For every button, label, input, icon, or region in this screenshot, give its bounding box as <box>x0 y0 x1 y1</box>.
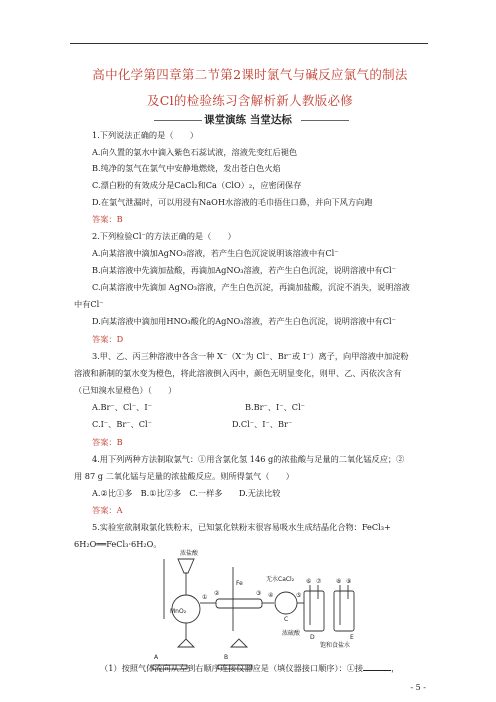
label-conc-h2so4: 浓硫酸 <box>282 630 301 637</box>
port-4: ④ <box>268 592 274 599</box>
port-6: ⑥ <box>306 578 312 585</box>
q4-answer: 答案：A <box>92 505 123 515</box>
q1-answer: 答案：B <box>92 214 123 224</box>
port-5: ⑤ <box>296 592 302 599</box>
document-title-line1: 高中化学第四章第二节第2课时氯气与碱反应氯气的制法 <box>92 67 408 82</box>
port-9: ⑨ <box>346 578 352 585</box>
q4-options: A.②比①多 B.①比②多 C.一样多 D.无法比较 <box>92 488 281 498</box>
label-b: B <box>224 654 229 661</box>
q5-sub1-blank <box>363 662 391 671</box>
bottle-e <box>334 591 354 631</box>
port-7: ⑦ <box>316 578 322 585</box>
q3-option-a: A.Br⁻、Cl⁻、I⁻ <box>92 402 152 412</box>
q2-option-c: C.向某溶液中先滴加 AgNO₃溶液，产生白色沉淀，再滴加盐酸，沉淀不消失，说明溶液 <box>92 282 410 292</box>
label-hcl: 浓盐酸 <box>180 550 199 557</box>
apparatus-figure <box>148 547 362 677</box>
q5-sub1-end: ， <box>391 663 400 673</box>
q3-option-c: C.I⁻、Br⁻、Cl⁻ <box>92 419 152 429</box>
q3-stem-cont: 溶液和新制的氯水变为橙色，将此溶液倒入丙中，颜色无明显变化，则甲、乙、丙依次含有 <box>74 368 402 378</box>
section-header <box>0 113 496 127</box>
q5-stem-cont: 6H₂O══FeCl₃·6H₂O。 <box>74 539 162 549</box>
port-3: ③ <box>256 590 262 597</box>
section-rule-right <box>301 120 349 121</box>
q3-option-d: D.Cl⁻、I⁻、Br⁻ <box>232 419 293 429</box>
q1-option-a: A.向久置的氯水中滴入紫色石蕊试液，溶液先变红后褪色 <box>92 147 298 157</box>
bottle-d <box>304 591 324 631</box>
burner-a <box>178 639 194 647</box>
q2-answer: 答案：D <box>92 334 124 344</box>
section-label: 课堂演练 当堂达标 <box>204 114 292 126</box>
q2-option-b: B.向某溶液中先滴加盐酸，再滴加AgNO₃溶液，若产生白色沉淀，说明溶液中有Cl⁻ <box>92 265 396 275</box>
burner-b <box>231 639 247 647</box>
q4-stem: 4.用下列两种方法制取氯气：①用含氯化氢 146 g的浓盐酸与足量的二氧化锰反应；② <box>92 454 405 464</box>
label-c: C <box>284 616 289 623</box>
q1-stem: 1.下列说法正确的是（ ） <box>92 130 199 140</box>
document-title-line2: 及Cl的检验练习含解析新人教版必修 <box>146 93 354 108</box>
label-d: D <box>310 634 315 641</box>
q3-option-b: B.Br⁻、I⁻、Cl⁻ <box>245 402 306 412</box>
q5-stem: 5.实验室欲制取氯化铁粉末，已知氯化铁粉末很容易吸水生成结晶化合物：FeCl₃+ <box>92 522 391 532</box>
drying-tube-c <box>275 592 297 614</box>
q2-option-d: D.向某溶液中滴加用HNO₃酸化的AgNO₃溶液，若产生白色沉淀，说明溶液中有Cl⁻ <box>92 316 396 326</box>
label-cacl2: 无水CaCl₂ <box>266 576 295 583</box>
q3-stem: 3.甲、乙、丙三种溶液中各含一种 X⁻（X⁻为 Cl⁻、Br⁻或 I⁻）离子，向甲溶液中加淀粉 <box>92 351 409 361</box>
q5-sub1 <box>100 662 399 674</box>
q1-option-b: B.纯净的氢气在氯气中安静地燃烧，发出苍白色火焰 <box>92 163 281 173</box>
q4-stem-cont: 用 87 g 二氧化锰与足量的浓盐酸反应。则所得氯气（ ） <box>74 471 294 481</box>
label-a: A <box>154 654 159 661</box>
q2-option-a: A.向某溶液中滴加AgNO₃溶液，若产生白色沉淀说明该溶液中有Cl⁻ <box>92 248 339 258</box>
label-mno2: MnO₂ <box>170 608 187 615</box>
q2-option-c-cont: 中有Cl⁻ <box>74 299 104 309</box>
label-e: E <box>350 634 354 641</box>
q3-answer: 答案：B <box>92 437 123 447</box>
page-number: - 5 - <box>410 683 426 692</box>
q5-sub1-text: （1）按照气体流向从左到右顺序连接仪器应是（填仪器接口顺序）：①接 <box>100 663 364 673</box>
label-fe: Fe <box>236 580 243 587</box>
port-8: ⑧ <box>336 578 342 585</box>
port-2: ② <box>214 590 220 597</box>
q2-stem: 2.下列检验Cl⁻的方法正确的是（ ） <box>92 231 236 241</box>
port-1: ① <box>202 594 208 601</box>
reaction-tube <box>216 599 262 608</box>
q1-option-c: C.漂白粉的有效成分是CaCl₂和Ca（ClO）₂，应密闭保存 <box>92 180 302 190</box>
separatory-funnel <box>178 559 194 573</box>
label-brine: 饱和食盐水 <box>320 642 351 649</box>
q3-stem-cont2: （已知溴水显橙色）（ ） <box>74 385 177 395</box>
header-rule <box>70 43 428 44</box>
q1-option-d: D.在氯气泄漏时，可以用浸有NaOH水溶液的毛巾捂住口鼻，并向下风方向跑 <box>92 197 373 207</box>
